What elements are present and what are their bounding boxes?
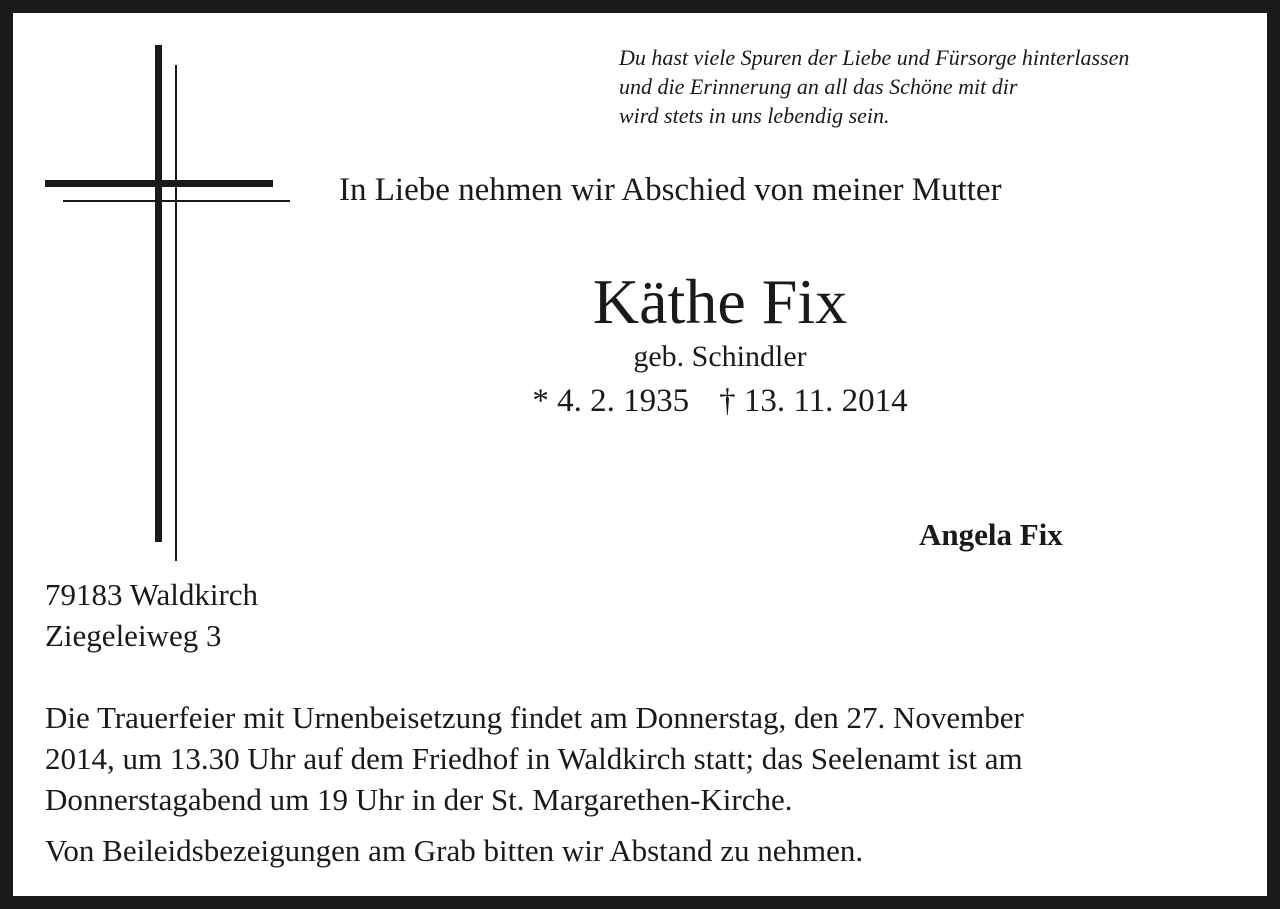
signer-name: Angela Fix xyxy=(919,517,1063,552)
death-date: † 13. 11. 2014 xyxy=(719,383,908,419)
cross-vertical-line xyxy=(175,65,177,561)
maiden-name: geb. Schindler xyxy=(633,340,807,373)
cross-horizontal-line xyxy=(63,200,290,202)
deceased-name: Käthe Fix xyxy=(592,266,848,337)
ceremony-line: Donnerstagabend um 19 Uhr in der St. Margarethen-Kirche. xyxy=(45,782,793,817)
motto-line: Du hast viele Spuren der Liebe und Fürsorge hinterlassen xyxy=(619,45,1130,70)
motto-line: und die Erinnerung an all das Schöne mit dir xyxy=(619,74,1018,99)
motto-line: wird stets in uns lebendig sein. xyxy=(619,103,890,128)
cross-vertical-bar xyxy=(155,45,162,542)
address-street: Ziegeleiweg 3 xyxy=(45,618,222,653)
address-block xyxy=(45,574,258,656)
motto-verse xyxy=(619,43,1259,130)
cross-horizontal-bar xyxy=(45,180,273,187)
intro-line: In Liebe nehmen wir Abschied von meiner Mutter xyxy=(339,172,1002,208)
life-dates xyxy=(420,381,1020,421)
address-city: 79183 Waldkirch xyxy=(45,577,259,612)
ceremony-text xyxy=(45,697,1245,820)
condolence-note: Von Beileidsbezeigungen am Grab bitten wir Abstand zu nehmen. xyxy=(45,833,864,868)
ceremony-line: Die Trauerfeier mit Urnenbeisetzung findet am Donnerstag, den 27. November xyxy=(45,700,1024,735)
ceremony-line: 2014, um 13.30 Uhr auf dem Friedhof in Waldkirch statt; das Seelenamt ist am xyxy=(45,741,1023,776)
birth-date: * 4. 2. 1935 xyxy=(532,383,690,419)
